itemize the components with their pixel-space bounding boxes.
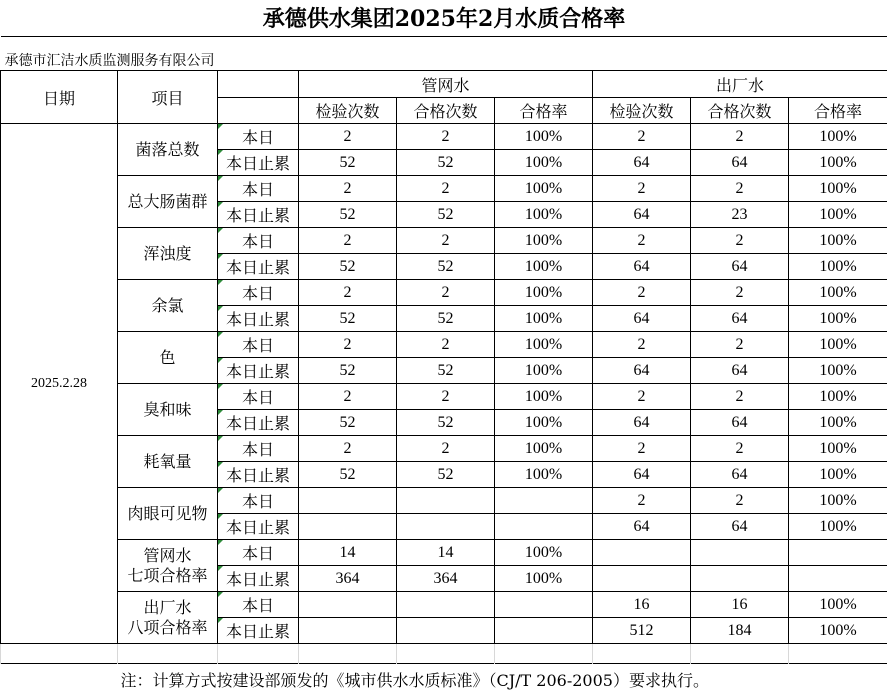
table-row: [1, 436, 887, 462]
empty-cell[interactable]: [495, 644, 593, 664]
value-plant-tests[interactable]: 2: [593, 228, 691, 254]
value-pipe-tests[interactable]: [299, 488, 397, 514]
empty-cell[interactable]: [691, 644, 789, 664]
value-pipe-passed[interactable]: 364: [397, 566, 495, 592]
value-plant-tests[interactable]: 64: [593, 150, 691, 176]
row-type-label[interactable]: 本日止累: [218, 566, 299, 592]
value-plant-rate[interactable]: 100%: [789, 254, 887, 280]
row-type-label[interactable]: 本日止累: [218, 410, 299, 436]
value-pipe-tests[interactable]: 2: [299, 124, 397, 150]
value-plant-tests[interactable]: 64: [593, 514, 691, 540]
value-pipe-tests[interactable]: 2: [299, 228, 397, 254]
row-type-label[interactable]: 本日: [218, 384, 299, 410]
value-pipe-rate[interactable]: 100%: [495, 410, 593, 436]
row-type-label[interactable]: 本日止累: [218, 618, 299, 644]
value-pipe-tests[interactable]: 2: [299, 436, 397, 462]
header-group-plant[interactable]: 出厂水: [593, 71, 887, 98]
value-pipe-passed[interactable]: 2: [397, 124, 495, 150]
row-type-label[interactable]: 本日: [218, 592, 299, 618]
value-plant-tests[interactable]: 2: [593, 332, 691, 358]
value-plant-rate[interactable]: [789, 566, 887, 592]
blank-row: [1, 644, 887, 664]
value-pipe-rate[interactable]: 100%: [495, 280, 593, 306]
value-pipe-passed[interactable]: [397, 514, 495, 540]
item-name-line: 七项合格率: [118, 566, 217, 586]
header-pipe-tests[interactable]: 检验次数: [299, 98, 397, 124]
table-row: [1, 124, 887, 150]
value-plant-passed[interactable]: 2: [691, 280, 789, 306]
value-pipe-tests[interactable]: 52: [299, 254, 397, 280]
value-plant-tests[interactable]: 64: [593, 306, 691, 332]
empty-cell[interactable]: [218, 644, 299, 664]
value-plant-tests[interactable]: 64: [593, 202, 691, 228]
date-cell[interactable]: 2025.2.28: [1, 124, 118, 644]
value-pipe-passed[interactable]: 2: [397, 228, 495, 254]
value-plant-rate[interactable]: 100%: [789, 358, 887, 384]
item-name[interactable]: 臭和味: [118, 384, 218, 436]
value-plant-tests[interactable]: 64: [593, 410, 691, 436]
value-pipe-rate[interactable]: 100%: [495, 540, 593, 566]
value-plant-tests[interactable]: [593, 540, 691, 566]
value-pipe-passed[interactable]: 14: [397, 540, 495, 566]
row-type-label[interactable]: 本日止累: [218, 514, 299, 540]
value-pipe-rate[interactable]: [495, 618, 593, 644]
organization-name: 承德市汇洁水质监测服务有限公司: [1, 50, 887, 71]
value-pipe-tests[interactable]: 2: [299, 384, 397, 410]
row-type-label[interactable]: 本日: [218, 280, 299, 306]
table-row: [1, 384, 887, 410]
value-plant-rate[interactable]: 100%: [789, 384, 887, 410]
item-name[interactable]: 色: [118, 332, 218, 384]
value-plant-rate[interactable]: 100%: [789, 124, 887, 150]
value-pipe-tests[interactable]: 52: [299, 358, 397, 384]
value-plant-rate[interactable]: 100%: [789, 618, 887, 644]
value-plant-passed[interactable]: 64: [691, 150, 789, 176]
value-plant-passed[interactable]: 16: [691, 592, 789, 618]
value-pipe-passed[interactable]: 52: [397, 306, 495, 332]
value-plant-rate[interactable]: 100%: [789, 176, 887, 202]
item-name[interactable]: 浑浊度: [118, 228, 218, 280]
value-pipe-passed[interactable]: 52: [397, 462, 495, 488]
value-plant-passed[interactable]: 64: [691, 410, 789, 436]
row-type-label[interactable]: 本日: [218, 488, 299, 514]
value-pipe-tests[interactable]: 2: [299, 176, 397, 202]
item-name[interactable]: 耗氧量: [118, 436, 218, 488]
value-plant-tests[interactable]: [593, 566, 691, 592]
value-pipe-tests[interactable]: 2: [299, 280, 397, 306]
value-pipe-passed[interactable]: 2: [397, 384, 495, 410]
table-row: [1, 176, 887, 202]
value-pipe-tests[interactable]: 52: [299, 306, 397, 332]
value-plant-rate[interactable]: 100%: [789, 150, 887, 176]
header-blank[interactable]: [218, 71, 299, 98]
value-plant-passed[interactable]: 2: [691, 436, 789, 462]
row-type-label[interactable]: 本日止累: [218, 254, 299, 280]
value-plant-passed[interactable]: 64: [691, 358, 789, 384]
value-pipe-tests[interactable]: [299, 514, 397, 540]
value-pipe-passed[interactable]: [397, 618, 495, 644]
value-pipe-rate[interactable]: 100%: [495, 306, 593, 332]
value-pipe-tests[interactable]: 52: [299, 462, 397, 488]
value-plant-passed[interactable]: 23: [691, 202, 789, 228]
header-pipe-rate[interactable]: 合格率: [495, 98, 593, 124]
item-name[interactable]: 总大肠菌群: [118, 176, 218, 228]
empty-cell[interactable]: [397, 644, 495, 664]
value-plant-passed[interactable]: 64: [691, 306, 789, 332]
value-plant-passed[interactable]: 2: [691, 228, 789, 254]
value-plant-passed[interactable]: [691, 566, 789, 592]
value-plant-tests[interactable]: 2: [593, 124, 691, 150]
value-pipe-rate[interactable]: [495, 514, 593, 540]
value-plant-passed[interactable]: 64: [691, 462, 789, 488]
table-row: [1, 488, 887, 514]
value-plant-rate[interactable]: 100%: [789, 592, 887, 618]
value-pipe-tests[interactable]: 52: [299, 150, 397, 176]
value-plant-rate[interactable]: 100%: [789, 280, 887, 306]
value-pipe-rate[interactable]: 100%: [495, 176, 593, 202]
value-pipe-passed[interactable]: [397, 592, 495, 618]
row-type-label[interactable]: 本日止累: [218, 150, 299, 176]
empty-cell[interactable]: [593, 644, 691, 664]
value-pipe-tests[interactable]: 52: [299, 202, 397, 228]
value-plant-tests[interactable]: 2: [593, 176, 691, 202]
value-pipe-passed[interactable]: 2: [397, 436, 495, 462]
header-group-pipe[interactable]: 管网水: [299, 71, 593, 98]
empty-cell[interactable]: [1, 644, 118, 664]
value-pipe-rate[interactable]: 100%: [495, 384, 593, 410]
item-name[interactable]: 肉眼可见物: [118, 488, 218, 540]
value-pipe-rate[interactable]: 100%: [495, 254, 593, 280]
value-pipe-passed[interactable]: 52: [397, 202, 495, 228]
value-plant-tests[interactable]: 64: [593, 462, 691, 488]
item-name-line: 管网水: [118, 546, 217, 566]
value-plant-passed[interactable]: 184: [691, 618, 789, 644]
value-plant-rate[interactable]: 100%: [789, 332, 887, 358]
item-name[interactable]: 余氯: [118, 280, 218, 332]
value-pipe-rate[interactable]: 100%: [495, 150, 593, 176]
value-pipe-rate[interactable]: 100%: [495, 566, 593, 592]
header-pipe-passed[interactable]: 合格次数: [397, 98, 495, 124]
value-plant-rate[interactable]: 100%: [789, 410, 887, 436]
value-pipe-tests[interactable]: [299, 592, 397, 618]
value-plant-passed[interactable]: 64: [691, 254, 789, 280]
value-plant-tests[interactable]: 2: [593, 488, 691, 514]
value-pipe-rate[interactable]: 100%: [495, 332, 593, 358]
value-plant-tests[interactable]: 2: [593, 384, 691, 410]
value-plant-tests[interactable]: 2: [593, 436, 691, 462]
value-plant-tests[interactable]: 64: [593, 254, 691, 280]
value-pipe-tests[interactable]: 14: [299, 540, 397, 566]
table-row: [1, 592, 887, 618]
table-row: [1, 540, 887, 566]
value-pipe-passed[interactable]: [397, 488, 495, 514]
value-plant-tests[interactable]: 64: [593, 358, 691, 384]
value-plant-rate[interactable]: 100%: [789, 514, 887, 540]
item-name[interactable]: 菌落总数: [118, 124, 218, 176]
value-pipe-passed[interactable]: 2: [397, 280, 495, 306]
value-pipe-rate[interactable]: [495, 592, 593, 618]
footnote: 注：计算方式按建设部颁发的《城市供水水质标准》（CJ/T 206-2005）要求执行。: [1, 664, 887, 696]
value-pipe-rate[interactable]: 100%: [495, 124, 593, 150]
value-plant-passed[interactable]: 2: [691, 176, 789, 202]
table-row: [1, 332, 887, 358]
item-name-line: 八项合格率: [118, 618, 217, 638]
row-type-label[interactable]: 本日: [218, 124, 299, 150]
row-type-label[interactable]: 本日: [218, 436, 299, 462]
value-pipe-passed[interactable]: 2: [397, 176, 495, 202]
empty-cell[interactable]: [118, 644, 218, 664]
value-pipe-rate[interactable]: 100%: [495, 228, 593, 254]
value-pipe-rate[interactable]: [495, 488, 593, 514]
value-plant-rate[interactable]: 100%: [789, 306, 887, 332]
value-plant-passed[interactable]: 64: [691, 514, 789, 540]
row-type-label[interactable]: 本日止累: [218, 202, 299, 228]
value-plant-passed[interactable]: 2: [691, 384, 789, 410]
value-pipe-rate[interactable]: 100%: [495, 358, 593, 384]
value-plant-tests[interactable]: 16: [593, 592, 691, 618]
item-name[interactable]: [118, 592, 218, 644]
row-type-label[interactable]: 本日止累: [218, 358, 299, 384]
value-pipe-passed[interactable]: 52: [397, 358, 495, 384]
value-plant-rate[interactable]: [789, 540, 887, 566]
header-plant-passed[interactable]: 合格次数: [691, 98, 789, 124]
value-plant-rate[interactable]: 100%: [789, 228, 887, 254]
empty-cell[interactable]: [789, 644, 887, 664]
spacer-row: [1, 36, 887, 50]
value-pipe-passed[interactable]: 52: [397, 150, 495, 176]
value-plant-rate[interactable]: 100%: [789, 462, 887, 488]
item-name[interactable]: [118, 540, 218, 592]
header-date[interactable]: 日期: [1, 71, 118, 124]
value-pipe-tests[interactable]: 364: [299, 566, 397, 592]
value-pipe-rate[interactable]: 100%: [495, 436, 593, 462]
row-type-label[interactable]: 本日: [218, 332, 299, 358]
value-pipe-tests[interactable]: 2: [299, 332, 397, 358]
value-plant-passed[interactable]: 2: [691, 488, 789, 514]
table-row: [1, 228, 887, 254]
value-pipe-tests[interactable]: [299, 618, 397, 644]
row-type-label[interactable]: 本日止累: [218, 462, 299, 488]
value-plant-passed[interactable]: 2: [691, 332, 789, 358]
header-plant-rate[interactable]: 合格率: [789, 98, 887, 124]
value-pipe-passed[interactable]: 2: [397, 332, 495, 358]
value-pipe-rate[interactable]: 100%: [495, 202, 593, 228]
header-item[interactable]: 项目: [118, 71, 218, 124]
row-type-label[interactable]: 本日: [218, 176, 299, 202]
value-plant-passed[interactable]: [691, 540, 789, 566]
header-plant-tests[interactable]: 检验次数: [593, 98, 691, 124]
header-blank[interactable]: [218, 98, 299, 124]
value-plant-rate[interactable]: 100%: [789, 202, 887, 228]
value-plant-rate[interactable]: 100%: [789, 488, 887, 514]
value-plant-tests[interactable]: 2: [593, 280, 691, 306]
value-plant-tests[interactable]: 512: [593, 618, 691, 644]
empty-cell[interactable]: [299, 644, 397, 664]
value-pipe-passed[interactable]: 52: [397, 254, 495, 280]
value-pipe-tests[interactable]: 52: [299, 410, 397, 436]
row-type-label[interactable]: 本日止累: [218, 306, 299, 332]
value-pipe-rate[interactable]: 100%: [495, 462, 593, 488]
row-type-label[interactable]: 本日: [218, 540, 299, 566]
value-pipe-passed[interactable]: 52: [397, 410, 495, 436]
sheet-title: 承德供水集团2025年2月水质合格率: [1, 0, 887, 36]
value-plant-rate[interactable]: 100%: [789, 436, 887, 462]
row-type-label[interactable]: 本日: [218, 228, 299, 254]
value-plant-passed[interactable]: 2: [691, 124, 789, 150]
item-name-line: 出厂水: [118, 598, 217, 618]
table-row: [1, 280, 887, 306]
